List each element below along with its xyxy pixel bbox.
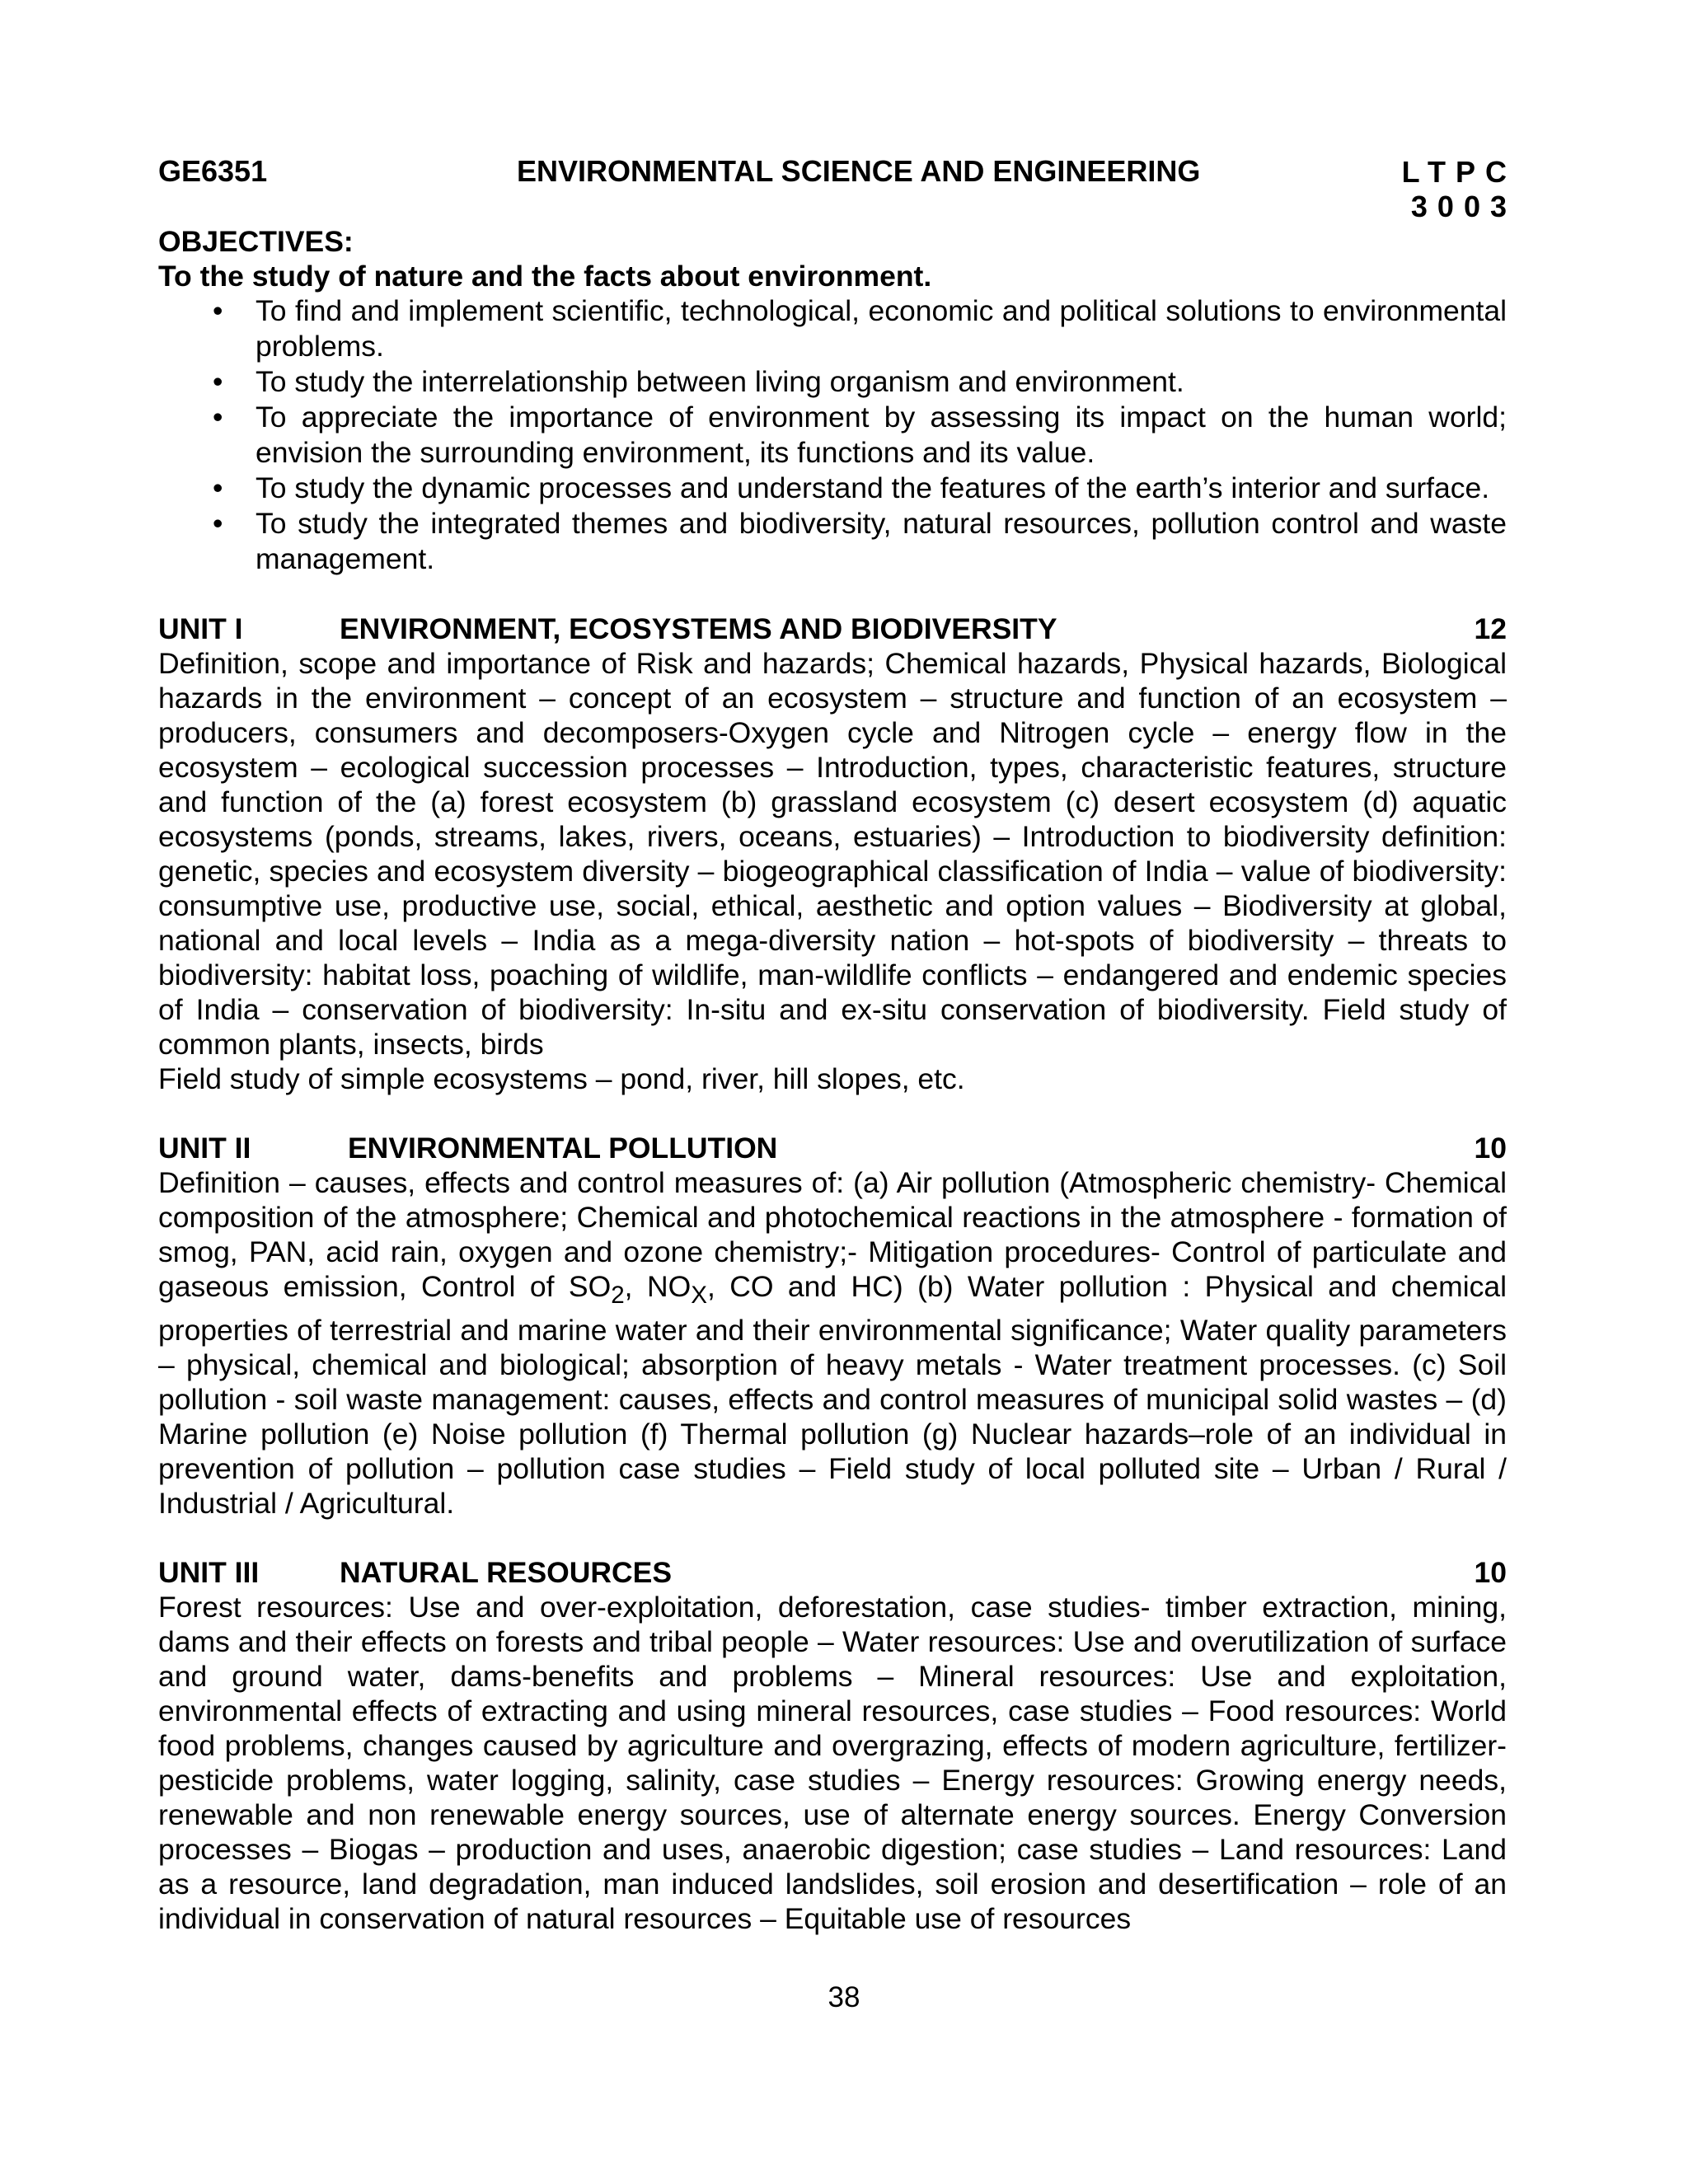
unit-heading	[158, 612, 1507, 646]
unit-paragraph: Forest resources: Use and over-exploitation, deforestation, case studies- timber extraction, mining, dams and their effects on forests and tribal people – Water resources: Use and overutilization of surface and ground water, dams-benefits and problems – Mineral resources: Use and exploitation, environmental effects of extracting and using mineral resources, case studies – Food resources: World food problems, changes caused by agriculture and overgrazing, effects of modern agriculture, fertilizer-pesticide problems, water logging, salinity, case studies – Energy resources: Growing energy needs, renewable and non renewable energy sources, use of alternate energy sources. Energy Conversion processes – Biogas – production and uses, anaerobic digestion; case studies – Land resources: Land as a resource, land degradation, man induced landslides, soil erosion and desertification – role of an individual in conservation of natural resources – Equitable use of resources	[158, 1591, 1507, 1936]
objective-item: • To study the integrated themes and biodiversity, natural resources, pollution control and waste management.	[158, 506, 1507, 577]
course-header	[158, 154, 1517, 224]
objective-item: • To appreciate the importance of environment by assessing its impact on the human world; envision the surrounding environment, its functions and its value.	[158, 400, 1507, 471]
objective-item: • To find and implement scientific, technological, economic and political solutions to environmental problems.	[158, 293, 1507, 364]
unit-paragraph-extra: Field study of simple ecosystems – pond, river, hill slopes, etc.	[158, 1062, 965, 1095]
unit-body	[158, 646, 1507, 1096]
objective-item: • To study the interrelationship between living organism and environment.	[158, 364, 1507, 400]
unit-paragraph: Definition, scope and importance of Risk and hazards; Chemical hazards, Physical hazards, Biological hazards in the environment – concept of an ecosystem – structure and function of an ecosystem – producers, consumers and decomposers-Oxygen cycle and Nitrogen cycle – energy flow in the ecosystem – ecological succession processes – Introduction, types, characteristic features, structure and function of the (a) forest ecosystem (b) grassland ecosystem (c) desert ecosystem (d) aquatic ecosystems (ponds, streams, lakes, rivers, oceans, estuaries) – Introduction to biodiversity definition: genetic, species and ecosystem diversity – biogeographical classification of India – value of biodiversity: consumptive use, productive use, social, ethical, aesthetic and option values – Biodiversity at global, national and local levels – India as a mega-diversity nation – hot-spots of biodiversity – threats to biodiversity: habitat loss, poaching of wildlife, man-wildlife conflicts – endangered and endemic species of India – conservation of biodiversity: In-situ and ex-situ conservation of biodiversity. Field study of common plants, insects, birds	[158, 647, 1507, 1061]
unit-body	[158, 1165, 1507, 1521]
unit-hours: 10	[1474, 1132, 1507, 1165]
unit-title: NATURAL RESOURCES	[340, 1556, 673, 1590]
unit-hours: 10	[1474, 1556, 1507, 1590]
unit-body	[158, 1590, 1507, 1936]
unit-text: , CO and HC) (b) Water pollution : Physical and chemical properties of terrestrial and marine water and their environmental significance; Water quality parameters – physical, chemical and biological; absorption of heavy metals - Water treatment processes. (c) Soil pollution - soil waste management: causes, effects and control measures of municipal solid wastes – (d) Marine pollution (e) Noise pollution (f) Thermal pollution (g) Nuclear hazards–role of an individual in prevention of pollution – pollution case studies – Field study of local polluted site – Urban / Rural / Industrial / Agricultural.	[158, 1270, 1507, 1521]
unit-text: Definition – causes, effects and control measures of: (a) Air pollution (Atmospheric chemistry- Chemical composition of the atmosphere; Chemical and photochemical reactions in the atmosphere - formation of smog, PAN, acid rain, oxygen and ozone chemistry;- Mitigation procedures- Control of particulate and gaseous emission, Control of SO	[158, 1166, 1507, 1303]
unit-3	[158, 1555, 1507, 1936]
ltpc-labels: LTPC	[1401, 155, 1517, 189]
unit-2	[158, 1131, 1507, 1521]
ltpc-block	[1402, 155, 1517, 224]
unit-number: UNIT I	[158, 612, 243, 645]
unit-heading	[158, 1555, 1507, 1590]
objectives-heading: OBJECTIVES:	[158, 225, 354, 258]
course-code: GE6351	[158, 154, 268, 188]
unit-title: ENVIRONMENT, ECOSYSTEMS AND BIODIVERSITY	[340, 612, 1057, 645]
unit-title: ENVIRONMENTAL POLLUTION	[348, 1132, 778, 1165]
syllabus-page	[158, 154, 1517, 1936]
unit-1	[158, 612, 1507, 1096]
unit-hours: 12	[1474, 612, 1507, 645]
unit-paragraph	[158, 1165, 1507, 1521]
subscript: 2	[611, 1282, 625, 1310]
course-title: ENVIRONMENTAL SCIENCE AND ENGINEERING	[517, 154, 1201, 188]
subscript: X	[691, 1282, 707, 1310]
ltpc-values: 3003	[1410, 190, 1517, 223]
unit-text: , NO	[624, 1270, 692, 1303]
unit-number: UNIT II	[158, 1132, 251, 1165]
objectives-intro: To the study of nature and the facts about environment.	[158, 260, 932, 293]
objective-item: • To study the dynamic processes and understand the features of the earth’s interior and surface.	[158, 471, 1507, 506]
page-number: 38	[828, 1981, 860, 2013]
unit-heading	[158, 1131, 1507, 1165]
unit-number: UNIT III	[158, 1556, 260, 1590]
objectives-list	[158, 293, 1507, 577]
